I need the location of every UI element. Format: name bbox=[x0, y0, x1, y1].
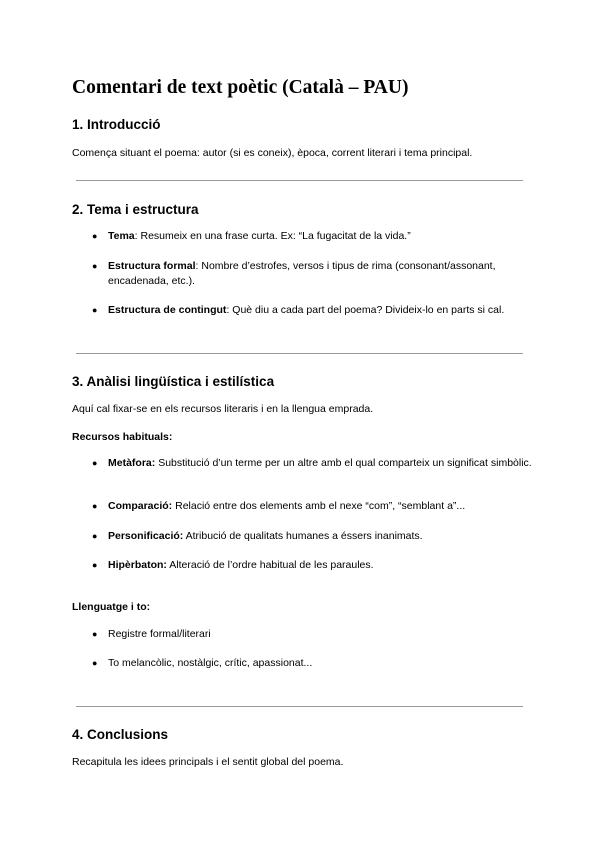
document-title: Comentari de text poètic (Català – PAU) bbox=[72, 77, 409, 98]
list-item-term: Estructura formal bbox=[108, 260, 196, 272]
list-item-term: Estructura de contingut bbox=[108, 304, 227, 316]
bullet-icon: ● bbox=[92, 531, 98, 541]
list-item-text: Resumeix en una frase curta. Ex: “La fugacitat de la vida.” bbox=[140, 230, 411, 242]
section-divider bbox=[76, 706, 523, 707]
list-item-term: Hipèrbaton: bbox=[108, 559, 167, 571]
list-item-text: Atribució de qualitats humanes a éssers inanimats. bbox=[185, 530, 423, 542]
section-divider bbox=[76, 353, 523, 354]
list-item bbox=[92, 499, 532, 514]
bullet-icon: ● bbox=[92, 501, 98, 511]
list-item-text: To melancòlic, nostàlgic, crític, apassionat... bbox=[108, 657, 313, 669]
section-divider bbox=[76, 180, 523, 181]
list-item-text: Substitució d’un terme per un altre amb el qual comparteix un significat simbòlic. bbox=[158, 457, 532, 469]
list-item bbox=[92, 529, 532, 544]
list-item-text: Alteració de l’ordre habitual de les paraules. bbox=[169, 559, 374, 571]
list-item-text: Què diu a cada part del poema? Divideix-lo en parts si cal. bbox=[232, 304, 505, 316]
subheading-llenguatge: Llenguatge i to: bbox=[72, 601, 151, 613]
subheading-recursos: Recursos habituals: bbox=[72, 431, 173, 443]
bullet-icon: ● bbox=[92, 261, 98, 271]
bullet-icon: ● bbox=[92, 231, 98, 241]
list-item: ● Estructura formal: Nombre d’estrofes, versos i tipus de rima (consonant/assonant, encadenada, etc.). bbox=[92, 260, 496, 287]
list-item bbox=[92, 456, 532, 471]
section-paragraph-conclusions: Recapitula les idees principals i el sentit global del poema. bbox=[72, 756, 344, 768]
list-item-text: Registre formal/literari bbox=[108, 628, 211, 640]
list-item: ● Tema: Resumeix en una frase curta. Ex: “La fugacitat de la vida.” bbox=[92, 230, 411, 242]
list-item-term: Comparació: bbox=[108, 500, 173, 512]
list-item-term: Tema bbox=[108, 230, 135, 242]
section-paragraph-introduccio: Comença situant el poema: autor (si es coneix), època, corrent literari i tema principal. bbox=[72, 147, 473, 159]
bullet-icon: ● bbox=[92, 305, 98, 315]
list-item: ● Estructura de contingut: Què diu a cada part del poema? Divideix-lo en parts si cal. bbox=[92, 304, 505, 316]
bullet-icon: ● bbox=[92, 658, 98, 668]
bullet-icon: ● bbox=[92, 560, 98, 570]
list-item-text: Relació entre dos elements amb el nexe “com”, “semblant a”... bbox=[175, 500, 466, 512]
list-item bbox=[92, 558, 532, 573]
section-heading-analisi: 3. Anàlisi lingüística i estilística bbox=[72, 374, 275, 389]
section-heading-tema-estructura: 2. Tema i estructura bbox=[72, 202, 199, 217]
list-item bbox=[92, 627, 532, 642]
bullet-icon: ● bbox=[92, 458, 98, 468]
list-item bbox=[92, 656, 532, 671]
section-paragraph-analisi: Aquí cal fixar-se en els recursos literaris i en la llengua emprada. bbox=[72, 403, 374, 415]
section-heading-conclusions: 4. Conclusions bbox=[72, 727, 169, 742]
list-item-term: Metàfora: bbox=[108, 457, 156, 469]
bullet-icon: ● bbox=[92, 629, 98, 639]
list-item-term: Personificació: bbox=[108, 530, 184, 542]
section-heading-introduccio: 1. Introducció bbox=[72, 117, 161, 132]
list-item-text: Nombre d’estrofes, versos i tipus de rima (consonant/assonant, encadenada, etc.). bbox=[108, 260, 496, 287]
